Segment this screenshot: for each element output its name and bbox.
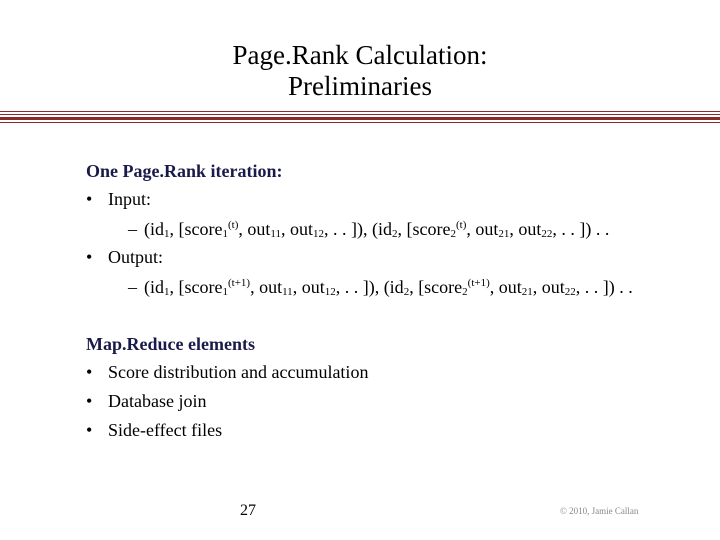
output-record-line: – ($id_1$, [score$_1^{(t+1)}$, out$_{11}$, out$_{12}$, . . ]), ($id_2$, [score$_2^{(t+1)}$, out$_{21}$, out$_{22}$, . . ]) . . xyxy=(128,277,633,298)
slide-title xyxy=(0,40,720,102)
title-line-2: Preliminaries xyxy=(288,71,432,101)
page-number: 27 xyxy=(240,502,256,519)
bullet-text: Input: xyxy=(108,189,151,209)
section-heading-mapreduce: Map.Reduce elements xyxy=(86,334,255,354)
bullet-glyph: • xyxy=(86,189,93,209)
section-heading-pagerank: One Page.Rank iteration: xyxy=(86,161,283,181)
rule-line xyxy=(0,114,720,115)
bullet-text: Output: xyxy=(108,247,164,267)
bullet-text: Side-effect files xyxy=(108,420,223,440)
dash-glyph: – xyxy=(128,277,137,297)
rule-line xyxy=(0,111,720,112)
title-line-1: Page.Rank Calculation: xyxy=(232,40,488,70)
rule-line xyxy=(0,117,720,120)
bullet-text: Score distribution and accumulation xyxy=(108,362,369,382)
bullet-text: Database join xyxy=(108,391,207,411)
bullet-output xyxy=(86,247,163,268)
bullet-glyph: • xyxy=(86,420,93,440)
bullet-item xyxy=(86,420,222,441)
bullet-input xyxy=(86,189,151,210)
bullet-item xyxy=(86,362,368,383)
bullet-glyph: • xyxy=(86,247,93,267)
dash-glyph: – xyxy=(128,219,137,239)
bullet-glyph: • xyxy=(86,362,93,382)
bullet-glyph: • xyxy=(86,391,93,411)
input-record-line: – ($id_1$, [score$_1^{(t)}$, out$_{11}$, out$_{12}$, . . ]), ($id_2$, [score$_2^{(t)}$, out$_{21}$, out$_{22}$, . . ]) . . xyxy=(128,219,610,240)
bullet-item xyxy=(86,391,206,412)
rule-line xyxy=(0,122,720,123)
copyright-notice: © 2010, Jamie Callan xyxy=(560,506,639,516)
